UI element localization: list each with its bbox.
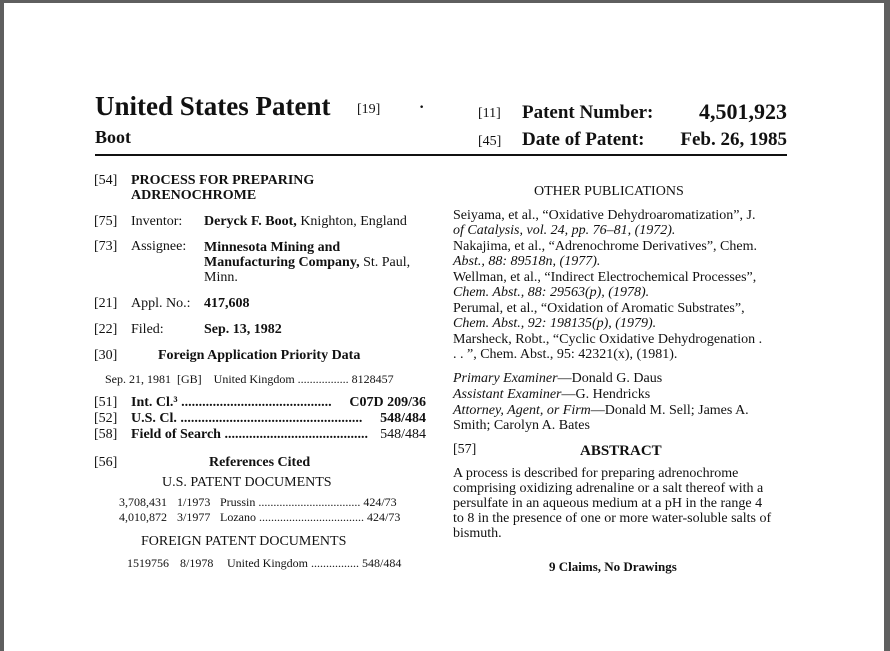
assignee-company: Manufacturing Company, [204, 255, 360, 270]
other-publications-title: OTHER PUBLICATIONS [534, 184, 684, 199]
claims-summary: 9 Claims, No Drawings [549, 559, 677, 574]
inventor-value [204, 214, 407, 230]
patent-number-label: Patent Number: [522, 102, 654, 123]
inventor-label: Inventor: [131, 214, 183, 229]
doc-class: 548/484 [362, 556, 402, 570]
patent-office-title: United States Patent [95, 91, 331, 121]
doc-number: 4,010,872 [119, 510, 167, 524]
inventor-short-name: Boot [95, 127, 131, 147]
attorney-names-1: —Donald M. Sell; James A. [590, 403, 749, 418]
doc-number: 1519756 [127, 556, 169, 570]
publication-line: Abst., 88: 89518n, (1977). [453, 254, 601, 269]
foreign-docs-title: FOREIGN PATENT DOCUMENTS [141, 534, 347, 549]
date-of-patent: Feb. 26, 1985 [680, 129, 787, 150]
appl-no-label: Appl. No.: [131, 296, 191, 311]
references-cited-title: References Cited [209, 455, 311, 470]
assignee-line-3: Minn. [204, 270, 238, 285]
f30-code: [30] [94, 348, 118, 363]
f22-code: [22] [94, 322, 118, 337]
primary-examiner-label: Primary Examiner [453, 371, 558, 386]
publication-line: Seiyama, et al., “Oxidative Dehydroaromatization”, J. [453, 208, 756, 223]
doc-date: 8/1978 [180, 556, 214, 570]
priority-data-title: Foreign Application Priority Data [158, 348, 361, 363]
inventor-place: Knighton, England [300, 214, 407, 229]
f75-code: [75] [94, 214, 118, 229]
publication-line: . . ”, Chem. Abst., 95: 42321(x), (1981). [453, 347, 678, 362]
f56-code: [56] [94, 455, 118, 470]
doc-name: Lozano [220, 510, 256, 524]
us-doc-row [119, 495, 397, 510]
patent-number: 4,501,923 [699, 99, 787, 124]
priority-data-row: Sep. 21, 1981 [GB] United Kingdom ................. 8128457 [105, 372, 394, 386]
title-line-2: ADRENOCHROME [131, 188, 257, 203]
abstract-line: to 8 in the presence of one or more water-soluble salts of [453, 511, 772, 526]
us-docs-title: U.S. PATENT DOCUMENTS [162, 475, 332, 490]
publication-line: Nakajima, et al., “Adrenochrome Derivatives”, Chem. [453, 239, 757, 254]
title-line-1: PROCESS FOR PREPARING [131, 173, 315, 188]
assistant-examiner-name: —G. Hendricks [561, 387, 651, 402]
publication-line: Marsheck, Robt., “Cyclic Oxidative Dehydrogenation . [453, 332, 763, 347]
header-rule [95, 154, 787, 156]
assistant-examiner [453, 387, 650, 403]
f52-code: [52] [94, 411, 118, 426]
doc-date: 1/1973 [177, 495, 211, 509]
appl-no-value: 417,608 [204, 296, 250, 311]
abstract-line: bismuth. [453, 526, 502, 541]
publication-line: Chem. Abst., 92: 198135(p), (1979). [453, 316, 657, 331]
f54-code: [54] [94, 173, 118, 188]
publication-line: Wellman, et al., “Indirect Electrochemical Processes”, [453, 270, 757, 285]
int-cl-value: C07D 209/36 [349, 395, 426, 410]
f21-code: [21] [94, 296, 118, 311]
publication-line: Perumal, et al., “Oxidation of Aromatic Substrates”, [453, 301, 745, 316]
date-of-patent-label: Date of Patent: [522, 129, 645, 150]
patent-page [4, 3, 884, 651]
title-dot: · [419, 99, 425, 116]
publication-line: of Catalysis, vol. 24, pp. 76–81, (1972). [453, 223, 676, 238]
int-cl-label: Int. Cl.³ ........................................... [131, 395, 332, 410]
filed-label: Filed: [131, 322, 164, 337]
assignee-city: St. Paul, [363, 255, 411, 270]
doc-name: United Kingdom [227, 556, 308, 570]
f57-code: [57] [453, 442, 477, 457]
abstract-title: ABSTRACT [580, 443, 662, 459]
doc-class: 424/73 [366, 510, 401, 524]
assignee-label: Assignee: [131, 239, 187, 254]
doc-dots: .................................. [258, 495, 361, 509]
f58-code: [58] [94, 427, 118, 442]
title-code: [19] [357, 102, 381, 117]
foreign-doc-row [127, 556, 401, 571]
doc-date: 3/1977 [177, 510, 211, 524]
doc-number: 3,708,431 [119, 495, 167, 509]
doc-dots: ................................... [258, 510, 364, 524]
field-of-search-value: 548/484 [380, 427, 426, 442]
assistant-examiner-label: Assistant Examiner [453, 387, 562, 402]
attorney-names-2: Smith; Carolyn A. Bates [453, 418, 590, 433]
us-cl-label: U.S. Cl. .................................................... [131, 411, 363, 426]
patent-number-code: [11] [478, 106, 501, 121]
doc-dots: ................ [311, 556, 359, 570]
primary-examiner [453, 371, 662, 387]
filed-value: Sep. 13, 1982 [204, 322, 282, 337]
abstract-line: comprising oxidizing adrenaline or a salt thereof with a [453, 481, 764, 496]
primary-examiner-name: —Donald G. Daus [557, 371, 663, 386]
date-code: [45] [478, 134, 502, 149]
field-of-search-label: Field of Search ......................................... [131, 427, 368, 442]
us-doc-row [119, 510, 400, 525]
f73-code: [73] [94, 239, 118, 254]
abstract-line: A process is described for preparing adrenochrome [453, 466, 739, 481]
abstract-line: persulfate in an aqueous medium at a pH in the range 4 [453, 496, 763, 511]
us-cl-value: 548/484 [380, 411, 426, 426]
doc-class: 424/73 [363, 495, 397, 509]
attorney [453, 403, 749, 419]
inventor-name: Deryck F. Boot, [204, 214, 297, 229]
doc-name: Prussin [220, 495, 256, 509]
f51-code: [51] [94, 395, 118, 410]
assignee-line-1: Minnesota Mining and [204, 240, 341, 255]
assignee-line-2 [204, 255, 410, 271]
attorney-label: Attorney, Agent, or Firm [453, 403, 591, 418]
publication-line: Chem. Abst., 88: 29563(p), (1978). [453, 285, 650, 300]
